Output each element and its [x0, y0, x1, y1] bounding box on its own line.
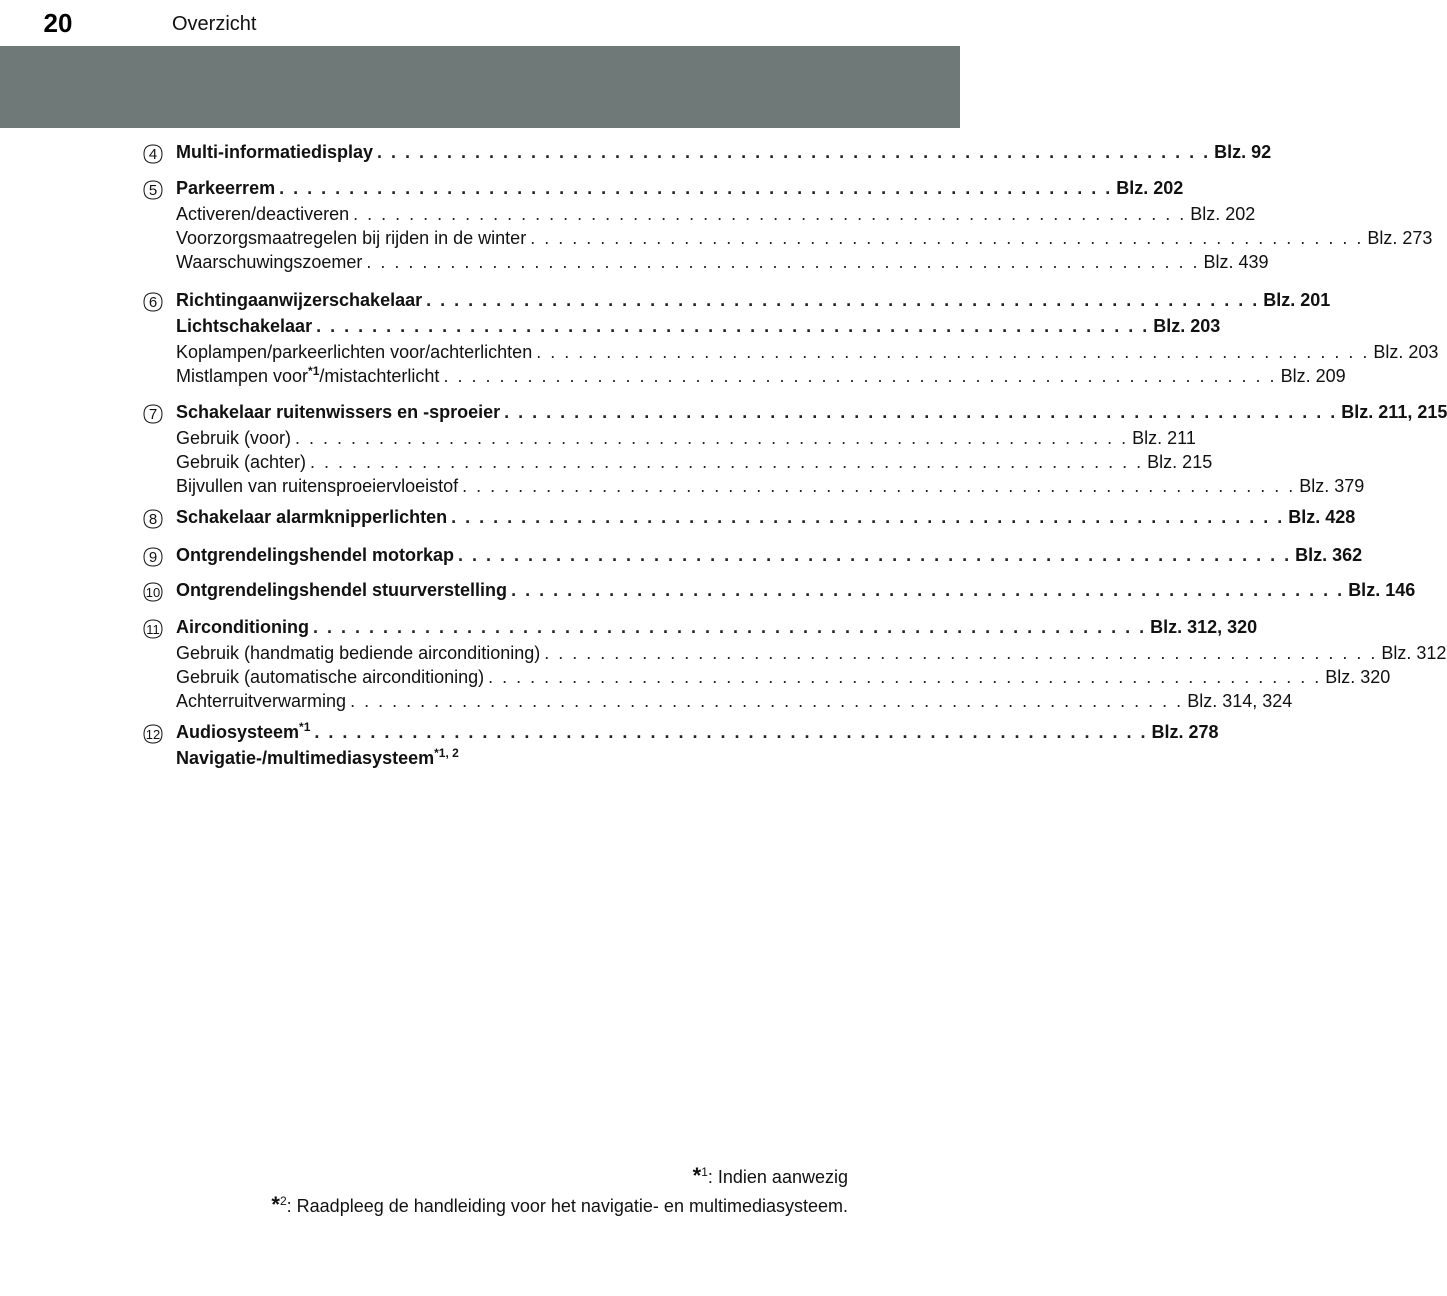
toc-subitem	[176, 226, 1433, 250]
dot-leader: . . . . . . . . . . . . . . . . . . . . . . . . . . . . . . . . . . . . . . . . . . . . . . . . . . . . . . . . . . . .	[316, 316, 1150, 336]
toc-heading	[176, 543, 1363, 567]
toc-label-text: Audiosysteem	[176, 722, 300, 742]
item-number-icon	[141, 545, 165, 569]
toc-heading	[176, 176, 1184, 200]
footnote-mark: *	[692, 1163, 702, 1188]
toc-label-text: Richtingaanwijzerschakelaar	[176, 290, 423, 310]
dot-leader: . . . . . . . . . . . . . . . . . . . . . . . . . . . . . . . . . . . . . . . . . . . . . . . . . . . . . . . . . . . .	[443, 366, 1277, 386]
toc-label-text: Ontgrendelingshendel stuurverstelling	[176, 580, 508, 600]
item-number-icon	[141, 507, 165, 531]
toc-heading	[176, 400, 1447, 424]
footnotes	[271, 1162, 848, 1220]
dot-leader: . . . . . . . . . . . . . . . . . . . . . . . . . . . . . . . . . . . . . . . . . . . . . . . . . . . . . . . . . . . .	[295, 428, 1129, 448]
toc-subitem	[176, 364, 1346, 388]
toc-heading	[176, 746, 812, 770]
toc-label-text: Koplampen/parkeerlichten voor/achterlichten	[176, 342, 533, 362]
dot-leader: . . . . . . . . . . . . . . . . . . . . . . . . . . . . . . . . . . . . . . . . . . . . . . . . . . . . . . . . . . . .	[536, 342, 1370, 362]
toc-label-text: Gebruik (automatische airconditioning)	[176, 667, 485, 687]
header	[0, 0, 960, 48]
page-reference: Blz. 320	[1325, 667, 1391, 687]
footnote-number: 1	[701, 1165, 708, 1179]
toc-subitem	[176, 665, 1391, 689]
page-reference: Blz. 202	[1190, 204, 1256, 224]
toc-heading	[176, 505, 1356, 529]
toc-label-text: Parkeerrem	[176, 178, 276, 198]
dot-leader: . . . . . . . . . . . . . . . . . . . . . . . . . . . . . . . . . . . . . . . . . . . . . . . . . . . . . . . . . . . .	[488, 667, 1322, 687]
dot-leader: . . . . . . . . . . . . . . . . . . . . . . . . . . . . . . . . . . . . . . . . . . . . . . . . . . . . . . . . . . . .	[530, 228, 1364, 248]
toc-subitem	[176, 250, 1269, 274]
toc-label	[176, 400, 500, 424]
page-reference: Blz. 428	[1288, 507, 1356, 527]
toc-label-text: Achterruitverwarming	[176, 691, 347, 711]
dot-leader: . . . . . . . . . . . . . . . . . . . . . . . . . . . . . . . . . . . . . . . . . . . . . . . . . . . . . . . . . . . .	[377, 142, 1211, 162]
dot-leader: . . . . . . . . . . . . . . . . . . . . . . . . . . . . . . . . . . . . . . . . . . . . . . . . . . . . . . . . . . . .	[366, 252, 1200, 272]
toc-label-text: Gebruik (handmatig bediende airconditioning)	[176, 643, 541, 663]
toc-label-text: Mistlampen voor	[176, 366, 309, 386]
item-number-icon	[141, 722, 165, 746]
footnote-mark: *	[271, 1192, 280, 1217]
toc-label	[176, 665, 484, 689]
page-reference: Blz. 211	[1132, 428, 1196, 448]
toc-label	[176, 720, 310, 744]
page-reference: Blz. 362	[1295, 545, 1363, 565]
dot-leader: . . . . . . . . . . . . . . . . . . . . . . . . . . . . . . . . . . . . . . . . . . . . . . . . . . . . . . . . . . . .	[511, 580, 1345, 600]
toc-label-text: Ontgrendelingshendel motorkap	[176, 545, 455, 565]
toc-subitem	[176, 474, 1365, 498]
dot-leader: . . . . . . . . . . . . . . . . . . . . . . . . . . . . . . . . . . . . . . . . . . . . . . . . . . . . . . . . . . . .	[451, 507, 1285, 527]
toc-subitem	[176, 450, 1213, 474]
toc-label-text: Airconditioning	[176, 617, 309, 637]
toc-label	[176, 314, 312, 338]
toc-label-text: Lichtschakelaar	[176, 316, 313, 336]
dot-leader: . . . . . . . . . . . . . . . . . . . . . . . . . . . . . . . . . . . . . . . . . . . . . . . . . . . . . . . . . . . .	[350, 691, 1184, 711]
page-reference: Blz. 312, 320	[1150, 617, 1258, 637]
toc-heading	[176, 615, 1258, 639]
dot-leader: . . . . . . . . . . . . . . . . . . . . . . . . . . . . . . . . . . . . . . . . . . . . . . . . . . . . . . . . . . . .	[504, 402, 1338, 422]
toc-heading	[176, 288, 1331, 312]
toc-label-text: Activeren/deactiveren	[176, 204, 350, 224]
toc-label	[176, 140, 373, 164]
item-number: 12	[145, 727, 161, 742]
footnote-number: 2	[279, 1194, 287, 1208]
dot-leader: . . . . . . . . . . . . . . . . . . . . . . . . . . . . . . . . . . . . . . . . . . . . . . . . . . . . . . . . . . . .	[310, 452, 1144, 472]
toc-label-text: Schakelaar alarmknipperlichten	[176, 507, 448, 527]
footnote-1	[271, 1162, 848, 1191]
toc-label	[176, 578, 507, 602]
item-number: 5	[148, 182, 158, 199]
toc-heading	[176, 578, 1416, 602]
page-reference: Blz. 379	[1299, 476, 1365, 496]
footnote-text: : Raadpleeg de handleiding voor het navigatie- en multimediasysteem.	[286, 1196, 848, 1216]
page-reference: Blz. 146	[1348, 580, 1416, 600]
toc-label	[176, 505, 447, 529]
toc-subitem	[176, 426, 1196, 450]
page-reference: Blz. 273	[1367, 228, 1433, 248]
toc-label	[176, 641, 540, 665]
item-number-icon	[141, 178, 165, 202]
page-reference: Blz. 211, 215	[1341, 402, 1447, 422]
toc-subitem	[176, 340, 1439, 364]
item-number: 8	[148, 511, 158, 528]
dot-leader: . . . . . . . . . . . . . . . . . . . . . . . . . . . . . . . . . . . . . . . . . . . . . . . . . . . . . . . . . . . .	[312, 617, 1147, 637]
toc-label-text: Gebruik (achter)	[176, 452, 307, 472]
dot-leader: . . . . . . . . . . . . . . . . . . . . . . . . . . . . . . . . . . . . . . . . . . . . . . . . . . . . . . . . . . . .	[458, 545, 1292, 565]
footnote-2	[271, 1191, 848, 1220]
footnote-reference: *1	[299, 720, 311, 734]
toc-label-text: Multi-informatiedisplay	[176, 142, 374, 162]
toc-heading	[176, 720, 1219, 744]
toc-label	[176, 450, 306, 474]
dot-leader: . . . . . . . . . . . . . . . . . . . . . . . . . . . . . . . . . . . . . . . . . . . . . . . . . . . . . . . . . . . .	[279, 178, 1113, 198]
toc-heading	[176, 314, 1221, 338]
item-number-icon	[141, 617, 165, 641]
toc-subitem	[176, 689, 1293, 713]
toc-label-text: Voorzorgsmaatregelen bij rijden in de winter	[176, 228, 527, 248]
toc-label	[176, 474, 458, 498]
item-number: 4	[148, 146, 158, 163]
page-reference: Blz. 203	[1373, 342, 1439, 362]
page-title: Overzicht	[172, 13, 257, 35]
footnote-reference: *1	[308, 364, 320, 378]
dot-leader: . . . . . . . . . . . . . . . . . . . . . . . . . . . . . . . . . . . . . . . . . . . . . . . . . . . . . . . . . . . .	[314, 722, 1148, 742]
toc-label	[176, 426, 291, 450]
item-number: 11	[146, 622, 160, 637]
dot-leader: . . . . . . . . . . . . . . . . . . . . . . . . . . . . . . . . . . . . . . . . . . . . . . . . . . . . . . . . . . . .	[462, 476, 1296, 496]
dot-leader: . . . . . . . . . . . . . . . . . . . . . . . . . . . . . . . . . . . . . . . . . . . . . . . . . . . . . . . . . . . .	[426, 290, 1260, 310]
item-number-icon	[141, 402, 165, 426]
page-reference: Blz. 201	[1263, 290, 1331, 310]
page-reference: Blz. 202	[1116, 178, 1184, 198]
toc-label-text: /mistachterlicht	[319, 366, 440, 386]
item-number: 9	[148, 549, 158, 566]
page-reference: Blz. 439	[1203, 252, 1269, 272]
header-band	[0, 48, 960, 128]
item-number: 6	[148, 294, 158, 311]
toc-subitem	[176, 202, 1256, 226]
page-number: 20	[43, 8, 73, 38]
dot-leader: . . . . . . . . . . . . . . . . . . . . . . . . . . . . . . . . . . . . . . . . . . . . . . . . . . . . . . . . . . . .	[353, 204, 1187, 224]
page-reference: Blz. 278	[1151, 722, 1219, 742]
toc-label	[176, 615, 309, 639]
dot-leader: . . . . . . . . . . . . . . . . . . . . . . . . . . . . . . . . . . . . . . . . . . . . . . . . . . . . . . . . . . . .	[544, 643, 1378, 663]
toc-label	[176, 202, 349, 226]
toc-subitem	[176, 641, 1447, 665]
item-number-icon	[141, 290, 165, 314]
toc-label-text: Gebruik (voor)	[176, 428, 292, 448]
toc-label	[176, 746, 459, 770]
toc-label	[176, 176, 275, 200]
toc-label	[176, 364, 439, 388]
toc-label	[176, 689, 346, 713]
toc-label-text: Waarschuwingszoemer	[176, 252, 363, 272]
toc-label	[176, 340, 532, 364]
page-reference: Blz. 215	[1147, 452, 1213, 472]
toc-label	[176, 543, 454, 567]
footnote-text: : Indien aanwezig	[707, 1167, 848, 1187]
toc-heading	[176, 140, 1272, 164]
item-number: 7	[148, 406, 158, 423]
footnote-reference: *1, 2	[434, 746, 459, 760]
page-reference: Blz. 312	[1381, 643, 1447, 663]
toc-label	[176, 288, 422, 312]
page-reference: Blz. 209	[1280, 366, 1346, 386]
item-number: 10	[145, 585, 161, 600]
item-number-icon	[141, 580, 165, 604]
toc-label-text: Bijvullen van ruitensproeiervloeistof	[176, 476, 459, 496]
page-reference: Blz. 203	[1153, 316, 1221, 336]
item-number-icon	[141, 142, 165, 166]
toc-label-text: Navigatie-/multimediasysteem	[176, 748, 435, 768]
toc-label	[176, 226, 526, 250]
page-reference: Blz. 92	[1214, 142, 1272, 162]
toc-label	[176, 250, 362, 274]
toc-label-text: Schakelaar ruitenwissers en -sproeier	[176, 402, 501, 422]
page-reference: Blz. 314, 324	[1187, 691, 1293, 711]
